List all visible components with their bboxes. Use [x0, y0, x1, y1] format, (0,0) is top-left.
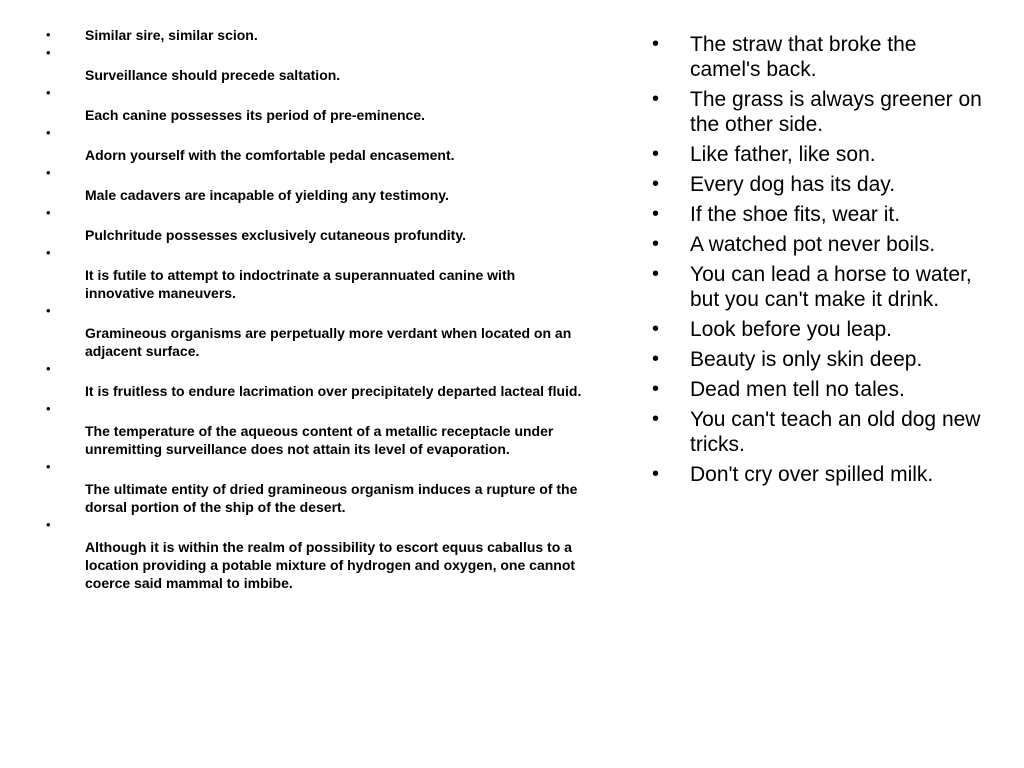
list-item-text: Although it is within the realm of possibility to escort equus caballus to a location providing a potable mixture of hydrogen and oxygen, one cannot coerce said mammal to imbibe.	[85, 539, 576, 591]
list-item	[46, 84, 586, 124]
list-item	[650, 462, 990, 487]
bullet: •	[46, 85, 51, 100]
bullet: •	[46, 245, 51, 260]
list-item	[46, 204, 586, 244]
list-item	[46, 516, 586, 592]
fancy-proverbs-list	[46, 26, 586, 592]
list-item	[650, 32, 990, 82]
common-proverbs-list	[650, 32, 990, 492]
list-item	[46, 302, 586, 360]
list-item	[650, 172, 990, 197]
bullet: •	[46, 125, 51, 140]
list-item	[650, 407, 990, 457]
list-item	[650, 232, 990, 257]
list-item	[650, 87, 990, 137]
bullet: •	[46, 517, 51, 532]
bullet: •	[652, 203, 660, 225]
bullet: •	[46, 165, 51, 180]
list-item-text: Each canine possesses its period of pre-eminence.	[85, 107, 426, 123]
list-item	[650, 377, 990, 402]
list-item-text: The temperature of the aqueous content of a metallic receptacle under unremitting surveillance does not attain its level of evaporation.	[85, 423, 554, 457]
list-item	[46, 458, 586, 516]
list-item-text: A watched pot never boils.	[690, 233, 936, 256]
list-item	[46, 124, 586, 164]
bullet: •	[652, 173, 660, 195]
bullet: •	[652, 378, 660, 400]
list-item	[46, 244, 586, 302]
list-item-text: It is fruitless to endure lacrimation over precipitately departed lacteal fluid.	[85, 383, 582, 399]
bullet: •	[652, 408, 660, 430]
list-item-text: Every dog has its day.	[690, 173, 896, 196]
list-item	[46, 400, 586, 458]
list-item-text: Dead men tell no tales.	[690, 378, 905, 401]
bullet: •	[46, 27, 51, 42]
list-item-text: Male cadavers are incapable of yielding any testimony.	[85, 187, 449, 203]
list-item	[46, 44, 586, 84]
list-item-text: Similar sire, similar scion.	[85, 27, 258, 43]
bullet: •	[652, 348, 660, 370]
list-item-text: The grass is always greener on the other side.	[690, 88, 982, 136]
list-item	[650, 317, 990, 342]
list-item	[650, 142, 990, 167]
bullet: •	[652, 318, 660, 340]
list-item-text: Adorn yourself with the comfortable pedal encasement.	[85, 147, 455, 163]
list-item	[650, 347, 990, 372]
bullet: •	[46, 205, 51, 220]
bullet: •	[652, 263, 660, 285]
bullet: •	[652, 143, 660, 165]
list-item-text: Like father, like son.	[690, 143, 876, 166]
list-item-text: The ultimate entity of dried gramineous organism induces a rupture of the dorsal portion of the ship of the desert.	[85, 481, 578, 515]
list-item	[46, 360, 586, 400]
list-item-text: Look before you leap.	[690, 318, 892, 341]
bullet: •	[652, 233, 660, 255]
list-item-text: You can't teach an old dog new tricks.	[690, 408, 981, 456]
bullet: •	[46, 361, 51, 376]
list-item-text: It is futile to attempt to indoctrinate a superannuated canine with innovative maneuvers.	[85, 267, 516, 301]
bullet: •	[652, 88, 660, 110]
list-item-text: Beauty is only skin deep.	[690, 348, 923, 371]
list-item-text: Surveillance should precede saltation.	[85, 67, 341, 83]
list-item-text: Don't cry over spilled milk.	[690, 463, 934, 486]
list-item	[650, 202, 990, 227]
bullet: •	[46, 45, 51, 60]
bullet: •	[46, 303, 51, 318]
list-item-text: The straw that broke the camel's back.	[690, 33, 917, 81]
list-item	[650, 262, 990, 312]
bullet: •	[46, 401, 51, 416]
list-item	[46, 26, 586, 44]
list-item-text: Gramineous organisms are perpetually more verdant when located on an adjacent surface.	[85, 325, 572, 359]
bullet: •	[652, 463, 660, 485]
bullet: •	[46, 459, 51, 474]
list-item-text: You can lead a horse to water, but you can't make it drink.	[690, 263, 972, 311]
list-item	[46, 164, 586, 204]
bullet: •	[652, 33, 660, 55]
list-item-text: If the shoe fits, wear it.	[690, 203, 901, 226]
list-item-text: Pulchritude possesses exclusively cutaneous profundity.	[85, 227, 466, 243]
